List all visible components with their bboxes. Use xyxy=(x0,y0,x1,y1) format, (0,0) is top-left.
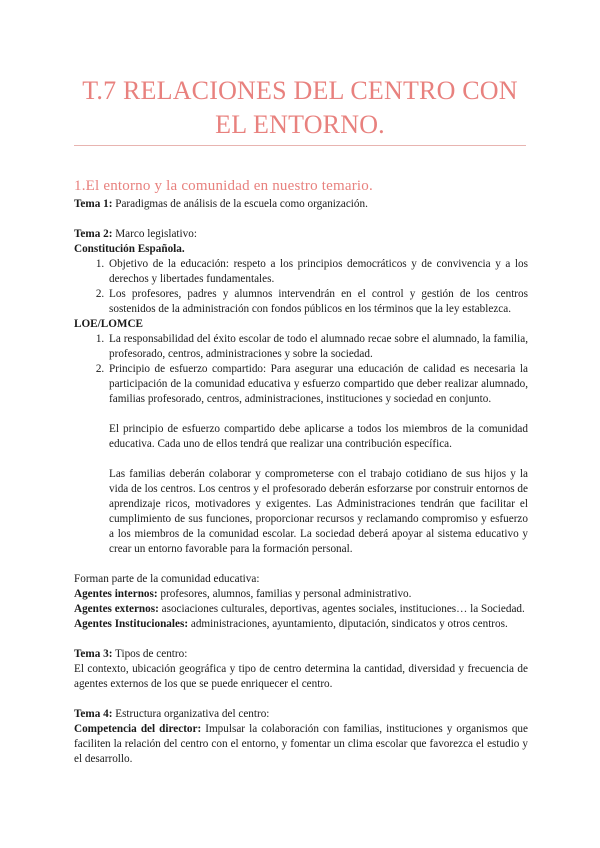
list-item: 1. Objetivo de la educación: respeto a los principios democráticos y de convivencia y a los derechos y libertades fundamentales. xyxy=(107,257,528,287)
tema4-paragraph xyxy=(74,707,528,722)
loe-item-1-text: La responsabilidad del éxito escolar de todo el alumnado recae sobre el alumnado, la familia, profesorado, centros, administraciones y sobre la sociedad. xyxy=(109,333,528,360)
list-item xyxy=(107,362,528,557)
competencia-director xyxy=(74,722,528,767)
title-line-2: EL ENTORNO. xyxy=(215,110,385,139)
loe-item-2-paragraph-2: El principio de esfuerzo compartido debe aplicarse a todos los miembros de la comunidad educativa. Cada uno de ellos tendrá que realizar una contribución específica. xyxy=(109,423,528,450)
constitucion-heading xyxy=(74,242,528,257)
document-title xyxy=(60,74,540,142)
agentes-internos-text: profesores, alumnos, familias y personal administrativo. xyxy=(157,588,412,600)
constitucion-heading-text: Constitución Española. xyxy=(74,243,185,255)
agentes-externos-text: asociaciones culturales, deportivas, agentes sociales, instituciones… la Sociedad. xyxy=(158,603,525,615)
agentes-externos xyxy=(74,602,528,617)
list-item: 2. Los profesores, padres y alumnos intervendrán en el control y gestión de los centros sostenidos de la administración con fondos públicos en los términos que la ley establezca. xyxy=(107,287,528,317)
tema4-label: Tema 4: xyxy=(74,708,113,720)
agentes-externos-label: Agentes externos: xyxy=(74,603,159,615)
tema1-text: Paradigmas de análisis de la escuela como organización. xyxy=(112,198,368,210)
loe-heading xyxy=(74,317,528,332)
tema2-label: Tema 2: xyxy=(74,228,113,240)
tema3-text: Tipos de centro: xyxy=(112,648,188,660)
loe-item-2-text: 2. Principio de esfuerzo compartido: Para asegurar una educación de calidad es necesaria la participación de la comunidad educativa y esfuerzo compartido que deber realizar alumnado, familias profesorado, centros, administraciones, instituciones y sociedad en conjunto. xyxy=(109,363,528,405)
loe-item-2-paragraph-3: Las familias deberán colaborar y comprometerse con el trabajo cotidiano de sus hijos y la vida de los centros. Los centros y el profesorado deberán esforzarse por construir entornos de aprendizaje ricos, motivadores y exigentes. Las Administraciones tendrán que facilitar el cumplimiento de sus funciones, proporcionar recursos y reclamando compromiso y esfuerzo a los miembros de la comunidad escolar. La sociedad deberá apoyar al sistema educativo y crear un entorno favorable para la formación personal. xyxy=(109,468,528,555)
tema2-text: Marco legislativo: xyxy=(112,228,197,240)
tema4-text: Estructura organizativa del centro: xyxy=(112,708,270,720)
agentes-internos xyxy=(74,587,528,602)
constitucion-list xyxy=(74,257,528,317)
tema3-body: El contexto, ubicación geográfica y tipo de centro determina la cantidad, diversidad y frecuencia de agentes externos de los que se puede enriquecer el centro. xyxy=(74,663,528,690)
tema3-paragraph xyxy=(74,647,528,662)
competencia-director-text: Impulsar la colaboración con familias, instituciones y organismos que faciliten la relación del centro con el entorno, y fomentar un clima escolar que favorezca el estudio y el desarrollo. xyxy=(74,723,528,765)
section-heading: 1.El entorno y la comunidad en nuestro temario. xyxy=(74,178,373,194)
title-underline xyxy=(74,145,526,146)
agentes-institucionales xyxy=(74,617,528,632)
agentes-internos-label: Agentes internos: xyxy=(74,588,158,600)
list-item xyxy=(107,332,528,362)
competencia-director-label: Competencia del director: xyxy=(74,723,202,735)
loe-heading-text: LOE/LOMCE xyxy=(74,318,143,330)
tema1-label: Tema 1: xyxy=(74,198,113,210)
agentes-institucionales-text: administraciones, ayuntamiento, diputación, sindicatos y otros centros. xyxy=(188,618,508,630)
document-body xyxy=(74,197,528,767)
comunidad-intro: Forman parte de la comunidad educativa: xyxy=(74,573,260,585)
loe-list xyxy=(74,332,528,557)
tema3-label: Tema 3: xyxy=(74,648,113,660)
tema1-paragraph xyxy=(74,197,528,212)
agentes-institucionales-label: Agentes Institucionales: xyxy=(74,618,189,630)
title-line-1: T.7 RELACIONES DEL CENTRO CON xyxy=(82,76,518,105)
tema2-paragraph xyxy=(74,227,528,242)
